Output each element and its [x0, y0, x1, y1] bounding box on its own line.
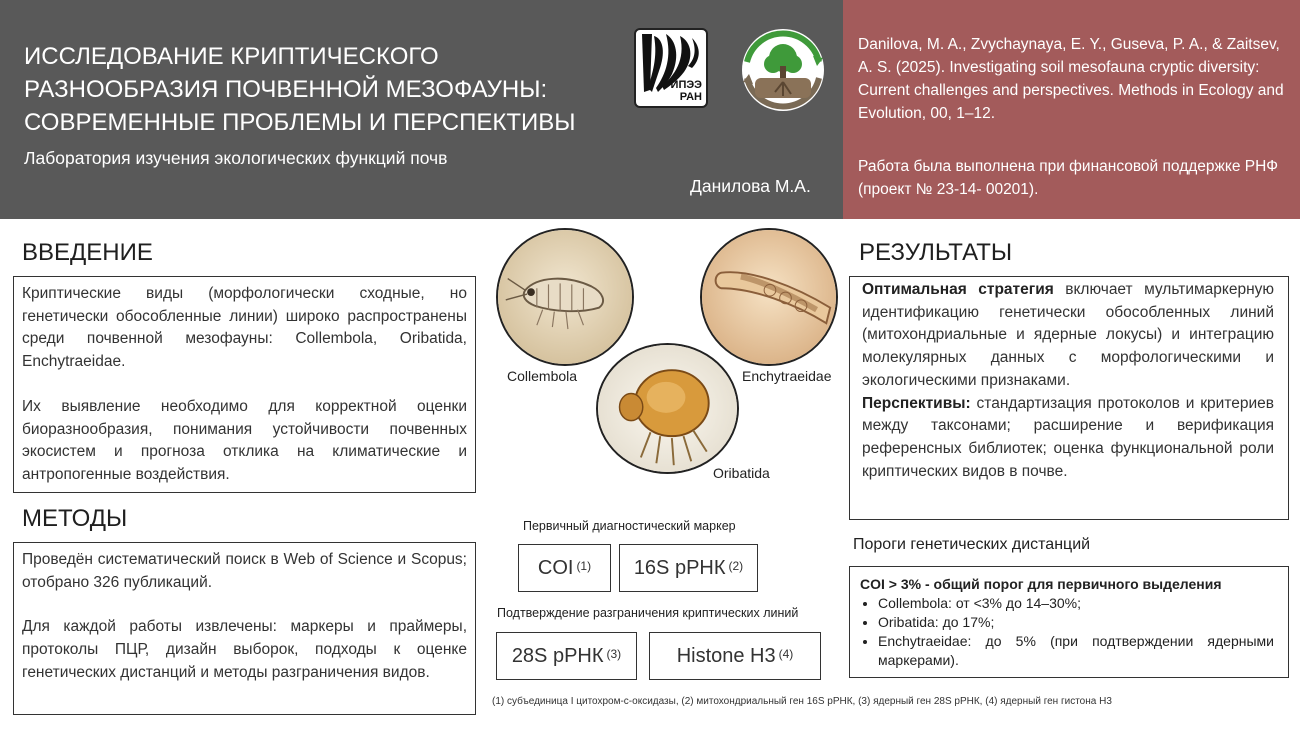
oribatida-image: [596, 343, 739, 474]
confirm-marker-title: Подтверждение разграничения криптических линий: [497, 606, 799, 620]
marker-histone-h3: Histone H3 $^{(4)}$: [649, 632, 821, 680]
threshold-item: • Enchytraeidae: до 5% (при подтверждении ядерными маркерами).: [878, 632, 1274, 670]
author-name: Данилова М.А.: [690, 176, 811, 196]
poster-title: ИССЛЕДОВАНИЕ КРИПТИЧЕСКОГО РАЗНООБРАЗИЯ ПОЧВЕННОЙ МЕЗОФАУНЫ: СОВРЕМЕННЫЕ ПРОБЛЕМЫ И ПЕРСПЕКТИВЫ: [24, 43, 576, 136]
methods-heading: МЕТОДЫ: [22, 505, 128, 532]
citation-text: Danilova, M. A., Zvychaynaya, E. Y., Guseva, P. A., & Zaitsev, A. S. (2025). Investigating soil mesofauna cryptic diversity: Current challenges and perspectives. Methods in Ecology and Evolution, 00, 1–12.: [858, 36, 1284, 122]
collembola-caption: Collembola: [507, 368, 578, 384]
thresholds-box: [849, 566, 1289, 678]
primary-marker-title: Первичный диагностический маркер: [523, 519, 736, 533]
intro-paragraph-1: Криптические виды (морфологически сходные, но генетически обособленные линии) широко распространены среди почвенной мезофауны: Collembola, Oribatida, Enchytraeidae.: [22, 285, 467, 371]
oribatida-caption: Oribatida: [713, 465, 770, 481]
marker-footnote: (1) субъединица I цитохром-с-оксидазы, (2) митохондриальный ген 16S рРНК, (3) ядерный ген 28S рРНК, (4) ядерный ген гистона Н3: [492, 696, 1112, 707]
soil-lab-logo: [741, 28, 825, 112]
oribatida-illustration: [598, 345, 737, 472]
ipee-logo-text: ИПЭЭ РАН: [670, 79, 702, 103]
enchytraeidae-image: [700, 228, 838, 366]
intro-paragraph-2: Их выявление необходимо для корректной оценки биоразнообразия, понимания устойчивости почвенных экосистем и прогноза отклика на климатические и антропогенные воздействия.: [22, 397, 467, 483]
methods-paragraph-1: Проведён систематический поиск в Web of Science и Scopus; отобрано 326 публикаций.: [22, 551, 467, 591]
thresholds-list: [860, 594, 1274, 670]
results-strategy: Оптимальная стратегия включает мультимаркерную идентификацию генетически обособленных линий (митохондриальные и ядерные локусы) и интеграцию молекулярных данных с морфологическими и экологическими признаками.: [862, 281, 1275, 389]
intro-box: [13, 276, 476, 493]
results-heading: РЕЗУЛЬТАТЫ: [859, 239, 1013, 266]
results-perspectives: Перспективы: стандартизация протоколов и критериев между таксонами; расширение и верификация референсных библиотек; оценка функциональной роли криптических видов в почве.: [862, 394, 1274, 480]
funding-text: Работа была выполнена при финансовой поддержке РНФ (проект № 23-14- 00201).: [858, 158, 1279, 198]
methods-box: [13, 542, 476, 715]
ipee-ran-logo: [634, 28, 708, 108]
marker-16s: 16S рРНК $^{(2)}$: [619, 544, 758, 592]
thresholds-header: COI > 3% - общий порог для первичного выделения: [860, 576, 1222, 592]
thresholds-title: Пороги генетических дистанций: [853, 536, 1091, 553]
threshold-item: • Oribatida: до 17%;: [878, 613, 1274, 632]
collembola-illustration: [498, 230, 632, 364]
marker-28s: 28S рРНК $^{(3)}$: [496, 632, 637, 680]
marker-coi: COI $^{(1)}$: [518, 544, 611, 592]
threshold-item: • Collembola: от <3% до 14–30%;: [878, 594, 1274, 613]
results-box: [849, 276, 1289, 520]
methods-paragraph-2: Для каждой работы извлечены: маркеры и праймеры, протоколы ПЦР, дизайн выборок, подходы к оценке генетических дистанций и методы разграничения видов.: [22, 618, 467, 681]
enchytraeidae-illustration: [702, 230, 836, 364]
intro-heading: ВВЕДЕНИЕ: [22, 239, 153, 266]
collembola-image: [496, 228, 634, 366]
tree-logo-icon: [741, 28, 825, 112]
lab-name: Лаборатория изучения экологических функций почв: [24, 148, 448, 168]
enchytraeidae-caption: Enchytraeidae: [742, 368, 832, 384]
